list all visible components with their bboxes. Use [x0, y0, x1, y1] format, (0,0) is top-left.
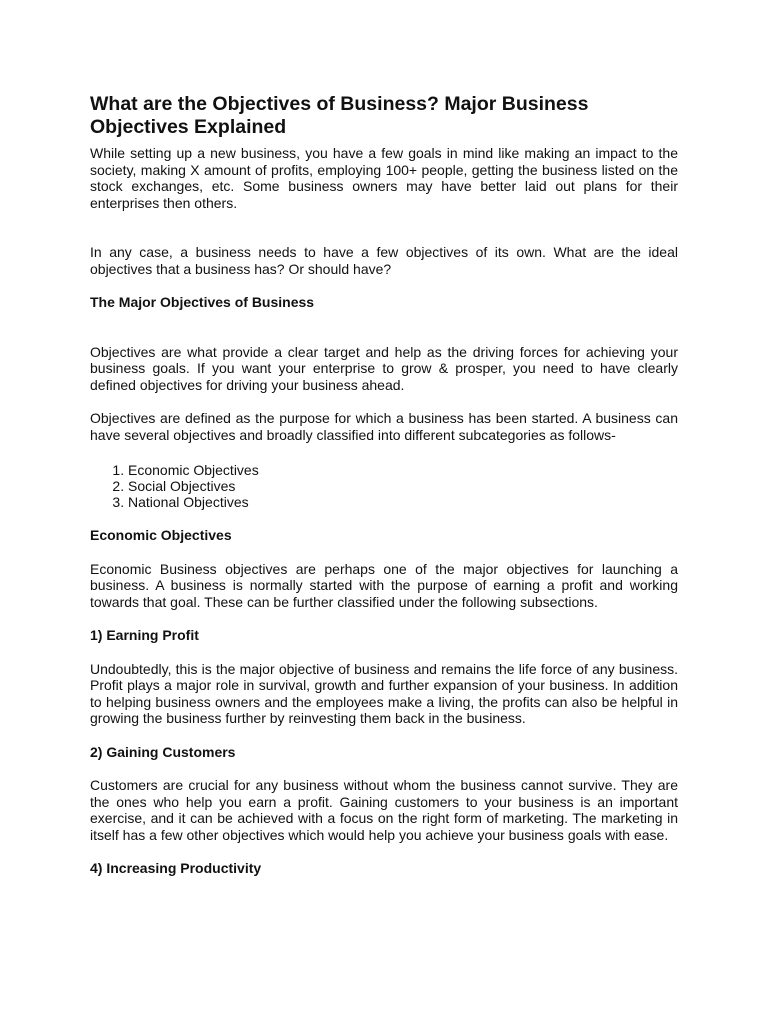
intro-paragraph-2: In any case, a business needs to have a few objectives of its own. What are the ideal objectives that a business has? Or should have?: [90, 244, 678, 277]
earning-profit-paragraph: Undoubtedly, this is the major objective of business and remains the life force of any business. Profit plays a major role in survival, growth and further expansion of your business. In addition to helping business owners and the employees make a living, the profits can also be helpful in growing the business further by reinvesting them back in the business.: [90, 660, 678, 726]
list-item: 1. Economic Objectives: [128, 462, 678, 478]
list-item: 2. Social Objectives: [128, 478, 678, 494]
document-page: [90, 93, 678, 877]
intro-paragraph-1: While setting up a new business, you have a few goals in mind like making an impact to the society, making X amount of profits, employing 100+ people, getting the business listed on the stock exchanges, etc. Some business owners may have better laid out plans for their enterprises then others.: [90, 145, 678, 211]
heading-economic-objectives: Economic Objectives: [90, 527, 232, 543]
document-title: What are the Objectives of Business? Major Business Objectives Explained: [90, 93, 589, 138]
major-objectives-paragraph-1: Objectives are what provide a clear target and help as the driving forces for achieving your business goals. If you want your enterprise to grow & prosper, you need to have clearly defined objectives for driving your business ahead.: [90, 343, 678, 393]
heading-increasing-productivity: 4) Increasing Productivity: [90, 860, 262, 876]
heading-earning-profit: 1) Earning Profit: [90, 627, 199, 643]
objectives-list: [90, 462, 678, 510]
gaining-customers-paragraph: Customers are crucial for any business without whom the business cannot survive. They are the ones who help you earn a profit. Gaining customers to your business is an important exercise, and it can be achieved with a focus on the right form of marketing. The marketing in itself has a few other objectives which would help you achieve your business goals with ease.: [90, 777, 678, 843]
list-item: 3. National Objectives: [128, 494, 678, 510]
heading-major-objectives: The Major Objectives of Business: [90, 294, 315, 310]
economic-objectives-paragraph: Economic Business objectives are perhaps one of the major objectives for launching a business. A business is normally started with the purpose of earning a profit and working towards that goal. These can be further classified under the following subsections.: [90, 560, 678, 610]
major-objectives-paragraph-2: Objectives are defined as the purpose for which a business has been started. A business can have several objectives and broadly classified into different subcategories as follows-: [90, 410, 678, 443]
heading-gaining-customers: 2) Gaining Customers: [90, 743, 236, 760]
